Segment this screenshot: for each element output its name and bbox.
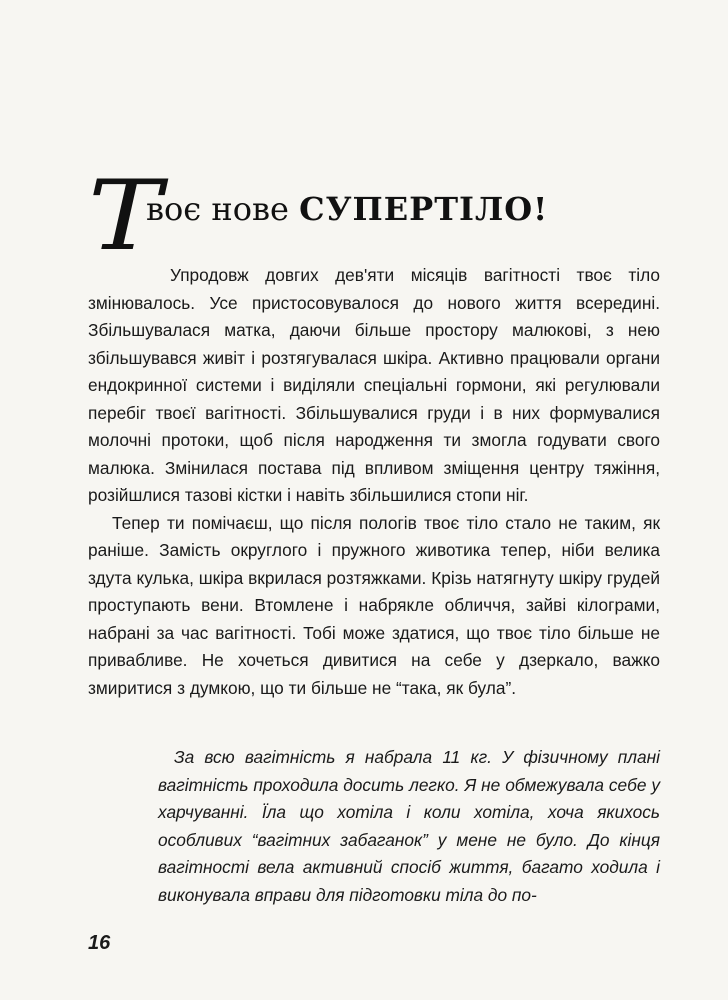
chapter-title-start: воє нове <box>146 190 300 228</box>
quote-text: За всю вагітність я набрала 11 кг. У фізичному плані вагітність проходила досить легко. Я не обмежувала себе у харчуванні. Їла що хотіла і коли хотіла, хоча якихось особливих “вагітних забаганок” у мене не було. До кінця вагітності вела активний спосіб життя, багато ходила і виконувала вправи для підготовки тіла до по- <box>158 747 660 905</box>
quote-block <box>158 744 660 909</box>
paragraph-1: Упродовж довгих дев'яти місяців вагітності твоє тіло змінювалось. Усе пристосовувалося до нового життя всередині. Збільшувалася матка, даючи більше простору малюкові, з нею збільшувався живіт і розтягувалася шкіра. Активно працювали органи ендокринної системи і виділяли спеціальні гормони, які регулювали перебіг твоєї вагітності. Збільшувалися груди і в них формувалися молочні протоки, щоб після народження ти змогла годувати свого малюка. Змінилася постава під впливом зміщення центру тяжіння, розійшлися тазові кістки і навіть збільшилися стопи ніг. <box>88 265 660 505</box>
chapter-title <box>146 190 548 228</box>
drop-cap: Т <box>88 160 162 272</box>
body-text <box>88 262 660 702</box>
chapter-title-emphasis: СУПЕРТІЛО! <box>299 190 549 228</box>
chapter-heading <box>88 160 648 272</box>
page-number: 16 <box>88 932 111 954</box>
paragraph-2: Тепер ти помічаєш, що після пологів твоє тіло стало не таким, як раніше. Замість округлого і пружного животика тепер, ніби велика здута кулька, шкіра вкрилася розтяжками. Крізь натягнуту шкіру грудей проступають вени. Втомлене і набрякле обличчя, зайві кілограми, набрані за час вагітності. Тобі може здатися, що твоє тіло більше не привабливе. Не хочеться дивитися на себе у дзеркало, важко змиритися з думкою, що ти більше не “така, як була”. <box>88 512 660 698</box>
